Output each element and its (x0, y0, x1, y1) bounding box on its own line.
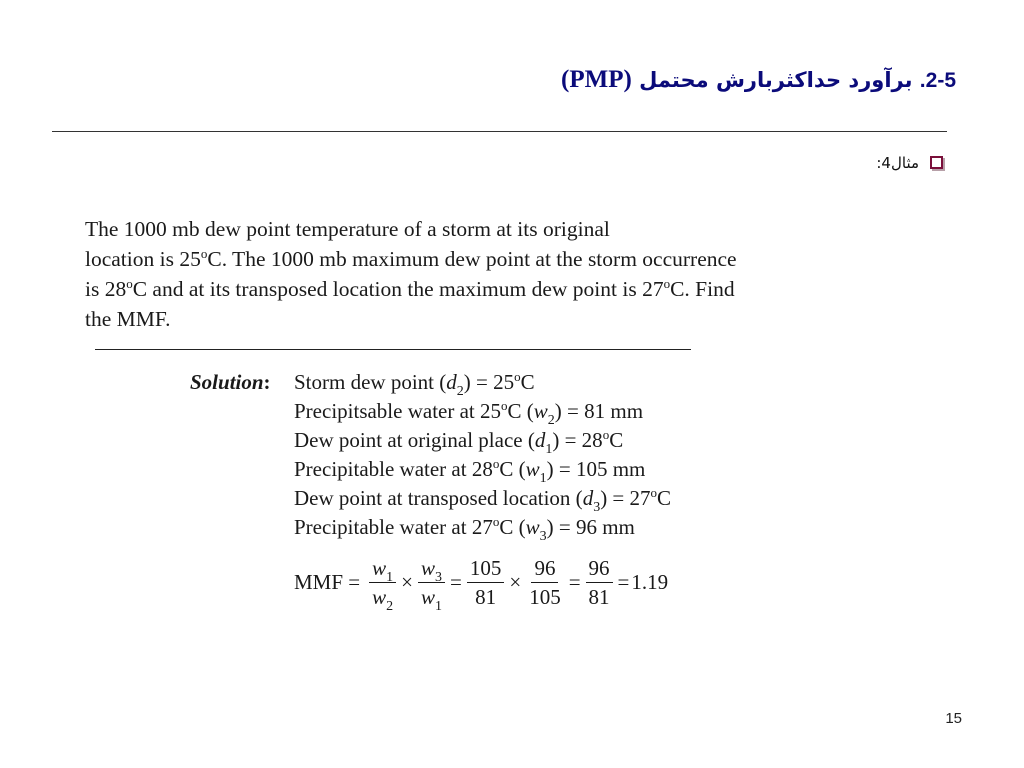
fraction-variable: w (420, 556, 435, 580)
degree-mark: o (650, 485, 658, 500)
fraction-w1-over-w2 (369, 556, 396, 614)
solution-row-precip-water-25 (294, 398, 644, 428)
degree-mark: o (501, 398, 508, 413)
problem-text: C. Find (670, 277, 735, 301)
degree-mark: o (663, 276, 671, 291)
row-text: Precipitable water at 28 (294, 457, 493, 481)
problem-text: is 28 (85, 277, 127, 301)
bullet-item (876, 154, 919, 172)
times-operator: × (509, 570, 522, 594)
mmf-result: 1.19 (631, 570, 669, 594)
degree-mark: o (492, 514, 500, 529)
fraction-subscript: 2 (386, 599, 394, 614)
fraction-96-over-81 (586, 556, 613, 609)
fraction-numerator (369, 556, 396, 583)
slide-title (561, 66, 956, 94)
problem-line (85, 304, 855, 334)
row-text: ) = 28 (552, 428, 603, 452)
problem-line (85, 244, 855, 274)
solution-label (190, 370, 271, 395)
row-variable: d (534, 428, 546, 452)
row-text: ) = 27 (600, 486, 651, 510)
problem-text: location is 25 (85, 247, 201, 271)
degree-mark: o (126, 276, 133, 291)
fraction-denominator: 81 (588, 585, 610, 609)
row-text: Dew point at original place ( (294, 428, 535, 452)
equals-operator: = (568, 570, 581, 594)
solution-colon: : (263, 370, 271, 394)
fraction-denominator: 105 (529, 585, 561, 609)
degree-mark: o (200, 246, 208, 261)
row-subscript: 2 (456, 384, 464, 399)
row-variable: d (582, 486, 594, 510)
fraction-variable: w (372, 556, 387, 580)
row-text: C (520, 370, 535, 394)
fraction-subscript: 1 (435, 599, 442, 614)
bullet-label: مثال4: (876, 154, 919, 172)
fraction-numerator (418, 556, 445, 583)
title-number: 2-5. (919, 69, 956, 92)
times-operator: × (401, 570, 413, 594)
problem-line (85, 214, 855, 244)
equals-operator: = (617, 570, 630, 594)
solution-row-precip-water-28 (294, 456, 646, 486)
row-text: Precipitsable water at 25 (294, 399, 502, 423)
problem-text: the MMF. (85, 307, 171, 331)
fraction-subscript: 3 (435, 570, 442, 585)
problem-line (85, 274, 855, 304)
fraction-numerator: 96 (586, 556, 613, 583)
row-variable: d (446, 370, 457, 394)
row-variable: w (525, 457, 540, 481)
fraction-variable: w (372, 585, 387, 609)
row-subscript: 3 (539, 529, 547, 544)
mmf-lhs: MMF = (294, 570, 361, 594)
row-subscript: 3 (593, 500, 601, 515)
row-subscript: 2 (547, 413, 555, 428)
title-divider (52, 131, 947, 132)
row-text: C (609, 428, 624, 452)
solution-row-storm-dew-point (294, 369, 535, 399)
fraction-96-over-105 (526, 556, 564, 609)
degree-mark: o (514, 369, 521, 384)
row-text: Dew point at transposed location ( (294, 486, 583, 510)
solution-row-dew-point-transposed (294, 485, 672, 515)
page-number: 15 (945, 710, 962, 727)
row-text: Precipitable water at 27 (294, 515, 493, 539)
row-text: C (657, 486, 672, 510)
row-text: ) = 96 mm (546, 515, 635, 539)
fraction-denominator (418, 583, 445, 614)
row-text: C ( (499, 515, 526, 539)
fraction-numerator: 96 (531, 556, 558, 583)
row-text: C ( (499, 457, 526, 481)
row-text: C ( (507, 399, 534, 423)
problem-text: The 1000 mb dew point temperature of a storm at its original (85, 217, 610, 241)
row-text: Storm dew point ( (294, 370, 447, 394)
equals-operator: = (450, 570, 462, 594)
degree-mark: o (602, 427, 610, 442)
fraction-subscript: 1 (386, 570, 394, 585)
square-bullet-icon (930, 156, 943, 169)
row-text: ) = 105 mm (546, 457, 646, 481)
degree-mark: o (492, 456, 500, 471)
title-text: برآورد حداکثربارش محتمل (639, 68, 913, 92)
fraction-w3-over-w1 (418, 556, 445, 614)
row-subscript: 1 (545, 442, 553, 457)
fraction-numerator: 105 (467, 556, 505, 583)
problem-text: C. The 1000 mb maximum dew point at the storm occurrence (207, 247, 737, 271)
row-subscript: 1 (539, 471, 547, 486)
solution-row-dew-point-original (294, 427, 624, 457)
fraction-105-over-81 (467, 556, 505, 609)
problem-text: C and at its transposed location the maximum dew point is 27 (132, 277, 664, 301)
fraction-denominator (369, 583, 396, 614)
solution-row-precip-water-27 (294, 514, 635, 544)
row-variable: w (533, 399, 548, 423)
fraction-denominator: 81 (475, 585, 497, 609)
row-text: ) = 25 (463, 370, 515, 394)
problem-statement (85, 214, 855, 334)
fraction-variable: w (420, 585, 435, 609)
mmf-equation (294, 556, 669, 614)
title-abbreviation: (PMP) (561, 66, 632, 93)
solution-label-text: Solution (190, 370, 264, 394)
solution-divider (95, 349, 691, 350)
row-text: ) = 81 mm (554, 399, 644, 423)
row-variable: w (525, 515, 540, 539)
